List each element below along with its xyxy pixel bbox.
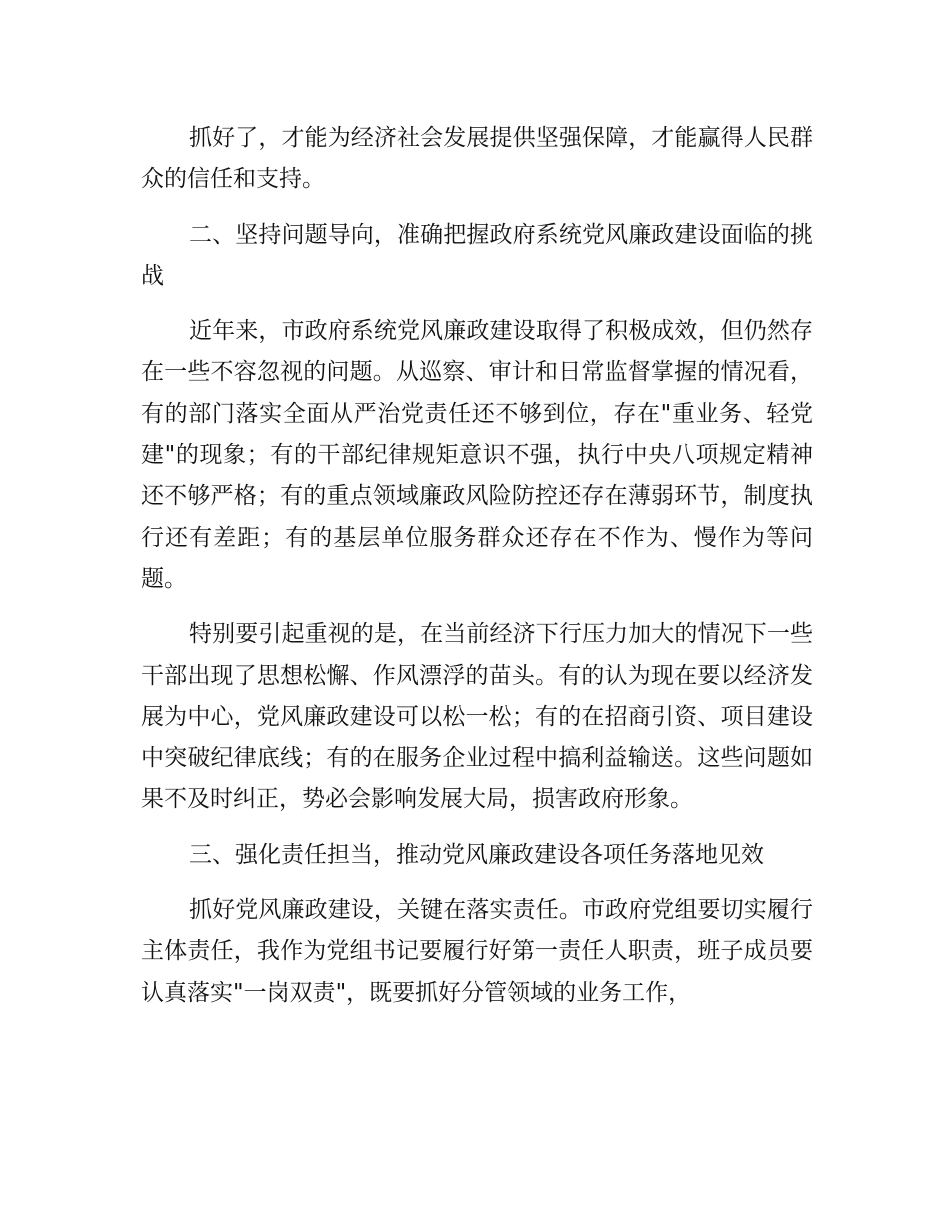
paragraph-problems: 近年来，市政府系统党风廉政建设取得了积极成效，但仍然存在一些不容忽视的问题。从巡察、审计和日常监督掌握的情况看，有的部门落实全面从严治党责任还不够到位，存在"重业务、轻党建"的现象；有的干部纪律规矩意识不强，执行中央八项规定精神还不够严格；有的重点领域廉政风险防控还存在薄弱环节，制度执行还有差距；有的基层单位服务群众还存在不作为、慢作为等问题。 — [141, 318, 813, 592]
paragraph-attention: 特别要引起重视的是，在当前经济下行压力加大的情况下一些干部出现了思想松懈、作风漂浮的苗头。有的认为现在要以经济发展为中心，党风廉政建设可以松一松；有的在招商引资、项目建设中突破纪律底线；有的在服务企业过程中搞利益输送。这些问题如果不及时纠正，势必会影响发展大局，损害政府形象。 — [141, 621, 813, 813]
document-body — [141, 118, 813, 1028]
paragraph-continuation: 抓好了，才能为经济社会发展提供坚强保障，才能赢得人民群众的信任和支持。 — [141, 125, 813, 193]
section-heading-2: 二、坚持问题导向，准确把握政府系统党风廉政建设面临的挑战 — [141, 221, 813, 289]
section-heading-3: 三、强化责任担当，推动党风廉政建设各项任务落地见效 — [189, 841, 764, 868]
paragraph-responsibility: 抓好党风廉政建设，关键在落实责任。市政府党组要切实履行主体责任，我作为党组书记要履行好第一责任人职责，班子成员要认真落实"一岗双责"，既要抓好分管领域的业务工作， — [141, 897, 813, 1006]
